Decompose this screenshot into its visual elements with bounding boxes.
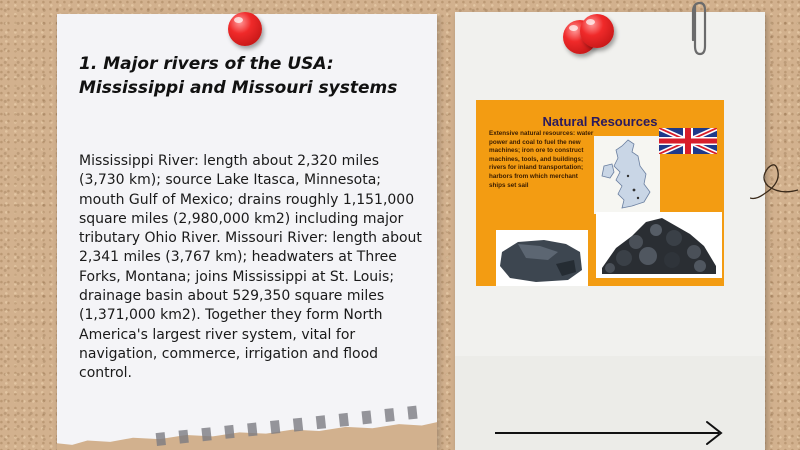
left-note-card bbox=[57, 14, 437, 450]
slide-thumbnail bbox=[476, 100, 724, 286]
union-jack-icon bbox=[659, 128, 717, 154]
red-pushpin-icon bbox=[580, 14, 614, 48]
note-title: 1. Major rivers of the USA: Mississippi and Missouri systems bbox=[79, 54, 398, 98]
right-arrow-icon bbox=[493, 420, 728, 446]
red-pushpin-icon bbox=[228, 12, 262, 46]
note-body: Mississippi River: length about 2,320 miles (3,730 km); source Lake Itasca, Minnesota; mouth Gulf of Mexico; drains roughly 1,151,000 square miles (2,980,000 km2) including major tributary Ohio River. Missouri River: length about 2,341 miles (3,767 km); headwaters at Three Forks, Montana; joins Mississippi at St. Louis; drainage basin about 529,350 square miles (1,371,000 km2). Together they form North America's largest river system, vital for navigation, commerce, irrigation and flood control. bbox=[79, 153, 422, 382]
coal-pile-icon bbox=[596, 212, 722, 278]
slide-text: Extensive natural resources: water power and coal to fuel the new machines; iron ore to construct machines, tools, and buildings; rivers for inland transportation; harbors from which merchant ships set sail bbox=[489, 130, 594, 189]
squiggle-icon bbox=[750, 150, 800, 210]
slide-title: Natural Resources bbox=[542, 114, 658, 129]
great-britain-map-icon bbox=[594, 136, 660, 214]
iron-ore-rock-icon bbox=[496, 230, 588, 286]
paperclip-icon bbox=[689, 0, 711, 58]
